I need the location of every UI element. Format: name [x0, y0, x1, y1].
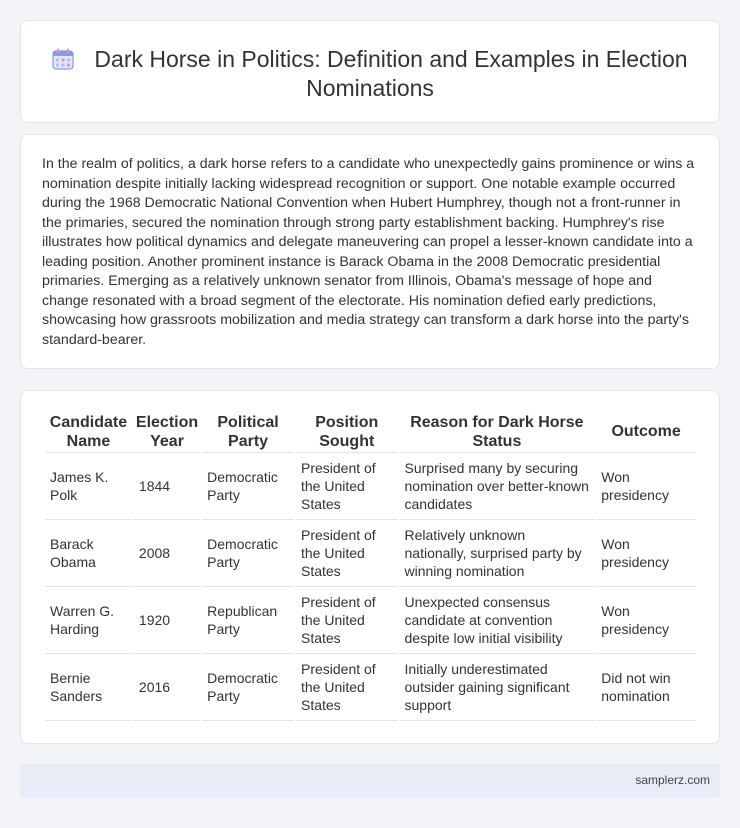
cell-candidate: James K. Polk: [45, 453, 132, 520]
footer-site-link[interactable]: samplerz.com: [635, 773, 710, 787]
column-header-reason: Reason for Dark Horse Status: [400, 411, 595, 453]
page-title: Dark Horse in Politics: Definition and Examples in Election Nominations: [94, 46, 688, 101]
table-row: [45, 654, 696, 721]
cell-reason: Unexpected consensus candidate at convention despite low initial visibility: [400, 587, 595, 654]
table-row: [45, 520, 696, 587]
table-row: [45, 587, 696, 654]
cell-position: President of the United States: [296, 587, 398, 654]
cell-year: 1844: [134, 453, 200, 520]
footer-bar: [20, 764, 720, 798]
cell-outcome: Won presidency: [596, 520, 696, 587]
cell-reason: Surprised many by securing nomination over better-known candidates: [400, 453, 595, 520]
cell-candidate: Barack Obama: [45, 520, 132, 587]
cell-year: 2008: [134, 520, 200, 587]
cell-party: Democratic Party: [202, 453, 294, 520]
cell-reason: Relatively unknown nationally, surprised party by winning nomination: [400, 520, 595, 587]
table-header-row: [45, 411, 696, 453]
column-header-outcome: Outcome: [596, 411, 696, 453]
intro-card: [20, 134, 720, 369]
title-wrap: [21, 45, 719, 103]
cell-party: Republican Party: [202, 587, 294, 654]
dark-horse-table: [43, 411, 698, 721]
column-header-candidate: Candidate Name: [45, 411, 132, 453]
cell-outcome: Did not win nomination: [596, 654, 696, 721]
cell-party: Democratic Party: [202, 520, 294, 587]
cell-position: President of the United States: [296, 520, 398, 587]
cell-outcome: Won presidency: [596, 587, 696, 654]
cell-year: 2016: [134, 654, 200, 721]
table-card: [20, 390, 720, 744]
column-header-year: Election Year: [134, 411, 200, 453]
intro-paragraph: In the realm of politics, a dark horse refers to a candidate who unexpectedly gains prominence or wins a nomination despite initially lacking widespread recognition or support. One notable example occurred during the 1968 Democratic National Convention when Hubert Humphrey, though not a front-runner in the primaries, secured the nomination through strong party establishment backing. Humphrey's rise illustrates how political dynamics and delegate maneuvering can propel a lesser-known candidate into a leading position. Another prominent instance is Barack Obama in the 2008 Democratic presidential primaries. Emerging as a relatively unknown senator from Illinois, Obama's message of hope and change resonated with a broad segment of the electorate. His nomination defied early predictions, showcasing how grassroots mobilization and media strategy can transform a dark horse into the party's standard-bearer.: [42, 156, 695, 348]
cell-party: Democratic Party: [202, 654, 294, 721]
cell-candidate: Bernie Sanders: [45, 654, 132, 721]
cell-candidate: Warren G. Harding: [45, 587, 132, 654]
title-card: [20, 20, 720, 123]
cell-position: President of the United States: [296, 453, 398, 520]
column-header-position: Position Sought: [296, 411, 398, 453]
cell-position: President of the United States: [296, 654, 398, 721]
cell-reason: Initially underestimated outsider gaining significant support: [400, 654, 595, 721]
calendar-icon: [52, 48, 74, 70]
column-header-party: Political Party: [202, 411, 294, 453]
cell-year: 1920: [134, 587, 200, 654]
table-row: [45, 453, 696, 520]
cell-outcome: Won presidency: [596, 453, 696, 520]
